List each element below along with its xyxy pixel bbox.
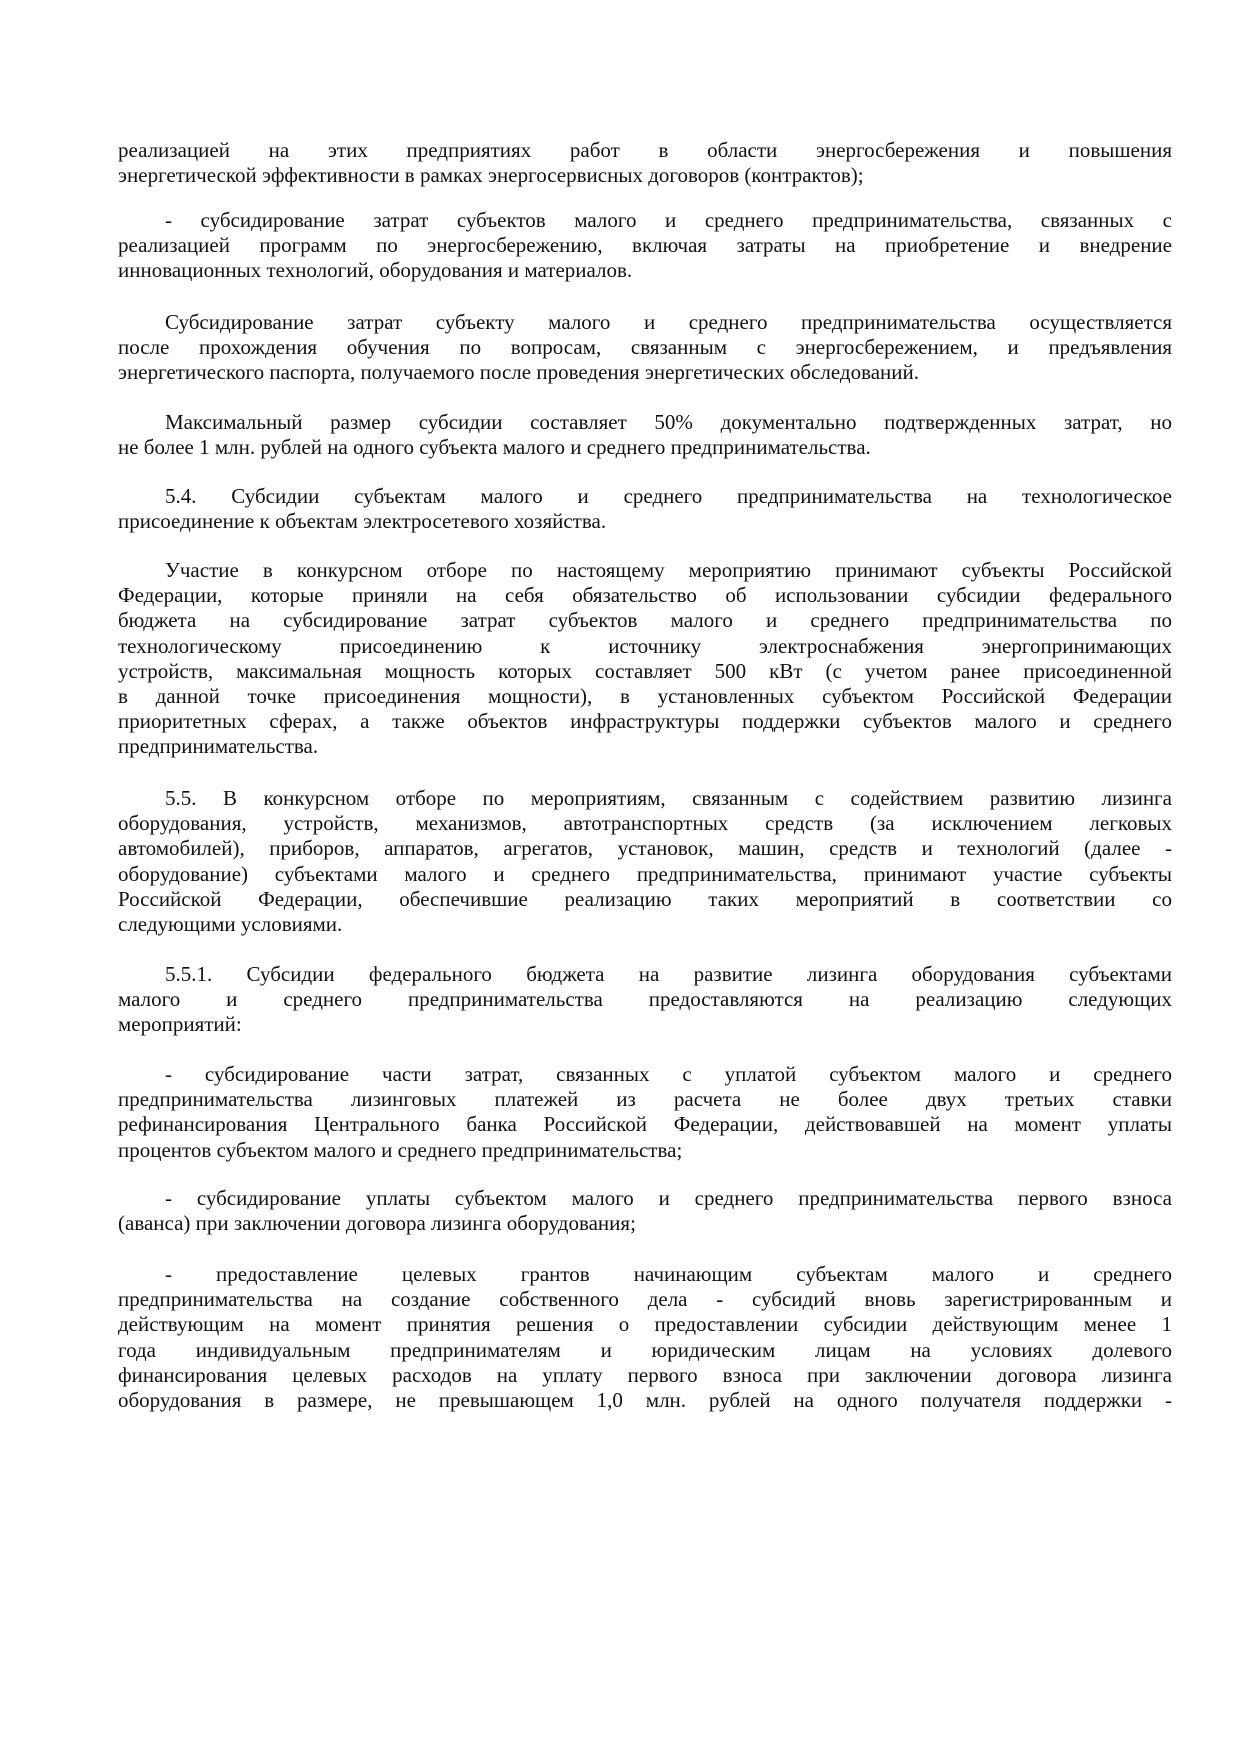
text-line: финансирования целевых расходов на уплату первого взноса при заключении договора лизинга [118,1362,1172,1387]
text-line: бюджета на субсидирование затрат субъектов малого и среднего предпринимательства по [118,608,1172,633]
text-line: - субсидирование части затрат, связанных с уплатой субъектом малого и среднего [165,1062,1172,1086]
paragraph [118,1186,1172,1236]
text-line: технологическому присоединению к источнику электроснабжения энергопринимающих [118,633,1172,658]
text-line: устройств, максимальная мощность которых составляет 500 кВт (с учетом ранее присоединенной [118,658,1172,683]
text-line: действующим на момент принятия решения о предоставлении субсидии действующим менее 1 [118,1312,1172,1337]
text-line: реализацией на этих предприятиях работ в области энергосбережения и повышения [118,138,1172,162]
text-line: автомобилей), приборов, аппаратов, агрегатов, установок, машин, средств и технологий (далее - [118,836,1172,861]
text-line: оборудования, устройств, механизмов, автотранспортных средств (за исключением легковых [118,811,1172,836]
text-line: процентов субъектом малого и среднего предпринимательства; [118,1137,683,1162]
paragraph [118,786,1172,937]
text-line: Российской Федерации, обеспечившие реализацию таких мероприятий в соответствии со [118,886,1172,911]
text-line: 5.4. Субсидии субъектам малого и среднего предпринимательства на технологическое [165,484,1172,508]
text-line: - субсидирование затрат субъектов малого и среднего предпринимательства, связанных с [165,208,1172,232]
text-line: в данной точке присоединения мощности), в установленных субъектом Российской Федерации [118,683,1172,708]
text-line: мероприятий: [118,1012,242,1037]
text-line: после прохождения обучения по вопросам, связанным с энергосбережением, и предъявления [118,335,1172,360]
text-line: рефинансирования Центрального банка Российской Федерации, действовавшей на момент уплаты [118,1112,1172,1137]
paragraph [118,138,1172,188]
paragraph [118,484,1172,534]
text-line: - субсидирование уплаты субъектом малого и среднего предпринимательства первого взноса [165,1186,1172,1210]
paragraph [118,208,1172,284]
paragraph [118,1262,1172,1413]
text-line: приоритетных сферах, а также объектов инфраструктуры поддержки субъектов малого и среднего [118,709,1172,734]
text-line: года индивидуальным предпринимателям и юридическим лицам на условиях долевого [118,1337,1172,1362]
paragraph [118,962,1172,1038]
text-line: инновационных технологий, оборудования и материалов. [118,258,633,283]
text-line: Участие в конкурсном отборе по настоящему мероприятию принимают субъекты Российской [165,558,1172,582]
text-line: реализацией программ по энергосбережению, включая затраты на приобретение и внедрение [118,233,1172,258]
text-line: энергетической эффективности в рамках энергосервисных договоров (контрактов); [118,163,864,188]
paragraph [118,310,1172,386]
paragraph [118,410,1172,460]
paragraph [118,1062,1172,1163]
text-line: присоединение к объектам электросетевого хозяйства. [118,509,607,534]
text-line: малого и среднего предпринимательства предоставляются на реализацию следующих [118,987,1172,1012]
text-line: следующими условиями. [118,911,343,936]
text-line: предпринимательства на создание собственного дела - субсидий вновь зарегистрированным и [118,1287,1172,1312]
text-line: предпринимательства. [118,734,319,759]
text-line: 5.5. В конкурсном отборе по мероприятиям, связанным с содействием развитию лизинга [165,786,1172,810]
text-line: 5.5.1. Субсидии федерального бюджета на развитие лизинга оборудования субъектами [165,962,1172,986]
text-line: - предоставление целевых грантов начинающим субъектам малого и среднего [165,1262,1172,1286]
text-line: предпринимательства лизинговых платежей из расчета не более двух третьих ставки [118,1087,1172,1112]
text-line: энергетического паспорта, получаемого после проведения энергетических обследований. [118,360,920,385]
text-line: оборудование) субъектами малого и среднего предпринимательства, принимают участие субъекты [118,861,1172,886]
paragraph [118,558,1172,760]
text-line: Максимальный размер субсидии составляет 50% документально подтвержденных затрат, но [165,410,1172,434]
text-line: оборудования в размере, не превышающем 1,0 млн. рублей на одного получателя поддержки - [118,1387,1172,1412]
text-line: Субсидирование затрат субъекту малого и среднего предпринимательства осуществляется [165,310,1172,334]
text-line: (аванса) при заключении договора лизинга оборудования; [118,1211,636,1236]
text-line: не более 1 млн. рублей на одного субъекта малого и среднего предпринимательства. [118,435,871,460]
text-line: Федерации, которые приняли на себя обязательство об использовании субсидии федерального [118,583,1172,608]
